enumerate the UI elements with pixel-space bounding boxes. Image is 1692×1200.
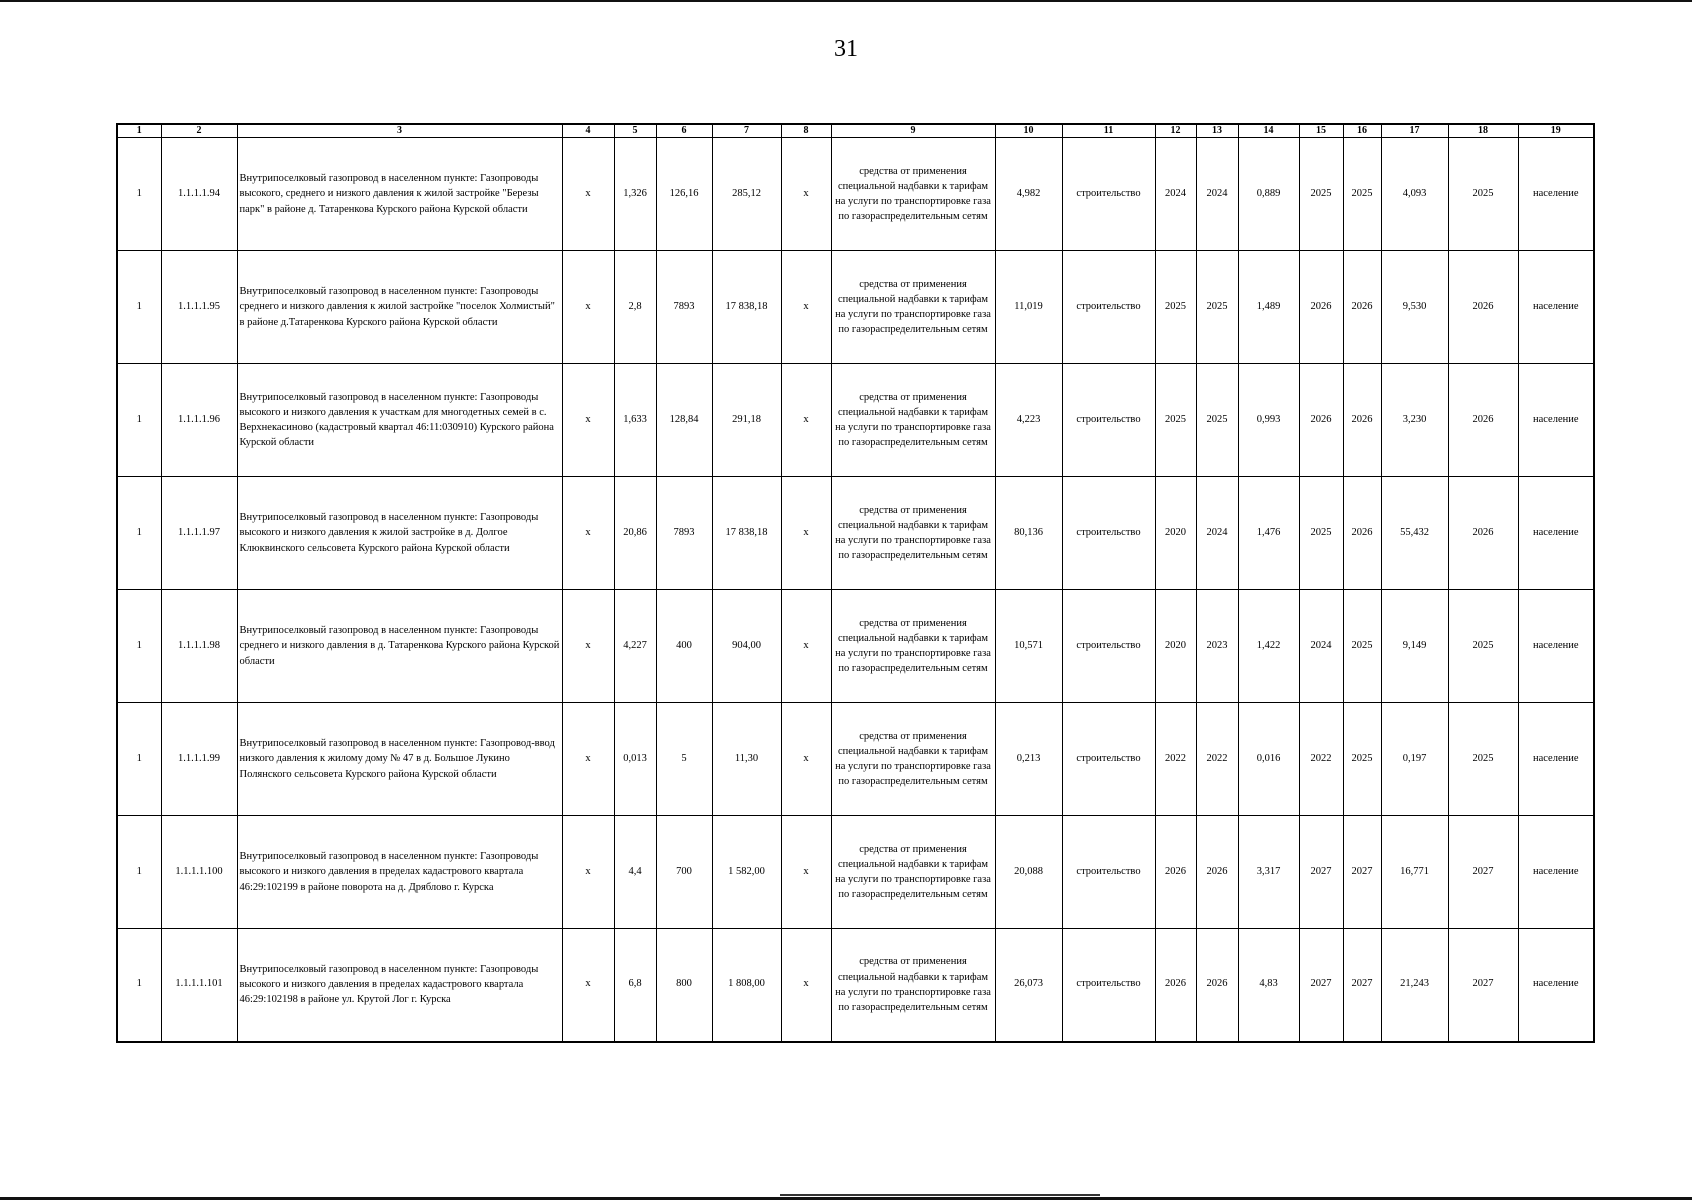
investment-table [116,123,1595,1043]
col-18-cell: 2025 [1448,703,1518,816]
cell-col-4: х [562,816,614,929]
col-16-cell: 2026 [1343,251,1381,364]
table-body [117,138,1594,1042]
start-year-cell: 2020 [1155,590,1196,703]
section-cell: 1 [117,590,161,703]
cell-col-4: х [562,138,614,251]
col-15-cell: 2024 [1299,590,1343,703]
work-type-cell: строительство [1062,364,1155,477]
consumer-group-cell: население [1518,590,1594,703]
header-cell: 17 [1381,124,1448,138]
end-year-cell: 2024 [1196,138,1238,251]
header-cell: 1 [117,124,161,138]
end-year-cell: 2026 [1196,929,1238,1042]
work-type-cell: строительство [1062,929,1155,1042]
cost-cell: 80,136 [995,477,1062,590]
col-7-cell: 11,30 [712,703,781,816]
work-type-cell: строительство [1062,590,1155,703]
col-15-cell: 2026 [1299,251,1343,364]
cost-cell: 10,571 [995,590,1062,703]
header-cell: 14 [1238,124,1299,138]
col-15-cell: 2025 [1299,477,1343,590]
length-cell: 2,8 [614,251,656,364]
object-description-cell: Внутрипоселковый газопровод в населенном пункте: Газопроводы высокого и низкого давления в пределах кадастрового квартала 46:29:102198 в районе ул. Крутой Лог г. Курска [237,929,562,1042]
col-6-cell: 800 [656,929,712,1042]
col-7-cell: 17 838,18 [712,251,781,364]
cell-col-8: х [781,364,831,477]
col-17-cell: 0,197 [1381,703,1448,816]
header-cell: 8 [781,124,831,138]
col-7-cell: 291,18 [712,364,781,477]
funding-source-cell: средства от применения специальной надбавки к тарифам на услуги по транспортировке газа по газораспределительным сетям [831,590,995,703]
col-17-cell: 9,530 [1381,251,1448,364]
consumer-group-cell: население [1518,477,1594,590]
col-14-cell: 3,317 [1238,816,1299,929]
start-year-cell: 2022 [1155,703,1196,816]
header-cell: 6 [656,124,712,138]
section-cell: 1 [117,364,161,477]
col-6-cell: 5 [656,703,712,816]
cell-col-4: х [562,703,614,816]
table-row [117,816,1594,929]
cell-col-8: х [781,703,831,816]
col-14-cell: 4,83 [1238,929,1299,1042]
col-14-cell: 1,476 [1238,477,1299,590]
col-17-cell: 16,771 [1381,816,1448,929]
item-code-cell: 1.1.1.1.99 [161,703,237,816]
funding-source-cell: средства от применения специальной надбавки к тарифам на услуги по транспортировке газа по газораспределительным сетям [831,929,995,1042]
header-cell: 19 [1518,124,1594,138]
length-cell: 6,8 [614,929,656,1042]
start-year-cell: 2020 [1155,477,1196,590]
work-type-cell: строительство [1062,251,1155,364]
item-code-cell: 1.1.1.1.95 [161,251,237,364]
cost-cell: 0,213 [995,703,1062,816]
col-14-cell: 0,016 [1238,703,1299,816]
item-code-cell: 1.1.1.1.100 [161,816,237,929]
col-14-cell: 0,993 [1238,364,1299,477]
consumer-group-cell: население [1518,929,1594,1042]
consumer-group-cell: население [1518,816,1594,929]
work-type-cell: строительство [1062,816,1155,929]
length-cell: 1,633 [614,364,656,477]
page-number: 31 [834,36,858,62]
length-cell: 1,326 [614,138,656,251]
col-16-cell: 2027 [1343,816,1381,929]
end-year-cell: 2025 [1196,364,1238,477]
cell-col-8: х [781,251,831,364]
cell-col-4: х [562,364,614,477]
consumer-group-cell: население [1518,138,1594,251]
col-7-cell: 904,00 [712,590,781,703]
scan-edge-top [0,0,1692,2]
header-cell: 5 [614,124,656,138]
cell-col-4: х [562,929,614,1042]
header-cell: 11 [1062,124,1155,138]
col-7-cell: 17 838,18 [712,477,781,590]
length-cell: 0,013 [614,703,656,816]
col-18-cell: 2026 [1448,364,1518,477]
column-number-row [117,124,1594,138]
col-14-cell: 1,422 [1238,590,1299,703]
section-cell: 1 [117,703,161,816]
col-16-cell: 2026 [1343,364,1381,477]
col-18-cell: 2026 [1448,477,1518,590]
col-17-cell: 55,432 [1381,477,1448,590]
end-year-cell: 2025 [1196,251,1238,364]
col-6-cell: 128,84 [656,364,712,477]
col-18-cell: 2027 [1448,929,1518,1042]
col-15-cell: 2027 [1299,929,1343,1042]
col-17-cell: 21,243 [1381,929,1448,1042]
start-year-cell: 2025 [1155,251,1196,364]
funding-source-cell: средства от применения специальной надбавки к тарифам на услуги по транспортировке газа по газораспределительным сетям [831,816,995,929]
end-year-cell: 2026 [1196,816,1238,929]
consumer-group-cell: население [1518,703,1594,816]
start-year-cell: 2024 [1155,138,1196,251]
object-description-cell: Внутрипоселковый газопровод в населенном пункте: Газопроводы среднего и низкого давления в д. Татаренкова Курского района Курской области [237,590,562,703]
work-type-cell: строительство [1062,703,1155,816]
item-code-cell: 1.1.1.1.101 [161,929,237,1042]
col-14-cell: 0,889 [1238,138,1299,251]
header-cell: 7 [712,124,781,138]
object-description-cell: Внутрипоселковый газопровод в населенном пункте: Газопроводы высокого и низкого давления к жилой застройке в д. Долгое Клюквинского сельсовета Курского района Курской области [237,477,562,590]
header-cell: 13 [1196,124,1238,138]
col-15-cell: 2026 [1299,364,1343,477]
section-cell: 1 [117,816,161,929]
header-cell: 18 [1448,124,1518,138]
table-row [117,138,1594,251]
col-6-cell: 126,16 [656,138,712,251]
cost-cell: 20,088 [995,816,1062,929]
cell-col-8: х [781,138,831,251]
cost-cell: 4,982 [995,138,1062,251]
start-year-cell: 2026 [1155,929,1196,1042]
header-cell: 12 [1155,124,1196,138]
col-18-cell: 2027 [1448,816,1518,929]
table-row [117,477,1594,590]
col-15-cell: 2025 [1299,138,1343,251]
object-description-cell: Внутрипоселковый газопровод в населенном пункте: Газопроводы высокого, среднего и низкого давления к жилой застройке "Березы парк" в районе д. Татаренкова Курского района Курской области [237,138,562,251]
col-14-cell: 1,489 [1238,251,1299,364]
col-18-cell: 2026 [1448,251,1518,364]
end-year-cell: 2024 [1196,477,1238,590]
col-17-cell: 4,093 [1381,138,1448,251]
col-7-cell: 285,12 [712,138,781,251]
col-15-cell: 2022 [1299,703,1343,816]
col-6-cell: 400 [656,590,712,703]
cell-col-4: х [562,590,614,703]
col-7-cell: 1 582,00 [712,816,781,929]
col-6-cell: 700 [656,816,712,929]
work-type-cell: строительство [1062,138,1155,251]
header-cell: 16 [1343,124,1381,138]
consumer-group-cell: население [1518,251,1594,364]
col-16-cell: 2025 [1343,138,1381,251]
table-row [117,703,1594,816]
table-row [117,364,1594,477]
col-7-cell: 1 808,00 [712,929,781,1042]
col-18-cell: 2025 [1448,590,1518,703]
scan-mark-bottom [780,1194,1100,1196]
col-17-cell: 9,149 [1381,590,1448,703]
col-16-cell: 2025 [1343,590,1381,703]
cell-col-8: х [781,816,831,929]
header-cell: 15 [1299,124,1343,138]
section-cell: 1 [117,138,161,251]
col-16-cell: 2025 [1343,703,1381,816]
col-15-cell: 2027 [1299,816,1343,929]
end-year-cell: 2023 [1196,590,1238,703]
col-17-cell: 3,230 [1381,364,1448,477]
col-16-cell: 2027 [1343,929,1381,1042]
col-6-cell: 7893 [656,477,712,590]
object-description-cell: Внутрипоселковый газопровод в населенном пункте: Газопровод-ввод низкого давления к жилому дому № 47 в д. Большое Лукино Полянского сельсовета Курского района Курской области [237,703,562,816]
section-cell: 1 [117,477,161,590]
cell-col-8: х [781,590,831,703]
header-cell: 10 [995,124,1062,138]
end-year-cell: 2022 [1196,703,1238,816]
length-cell: 20,86 [614,477,656,590]
item-code-cell: 1.1.1.1.96 [161,364,237,477]
funding-source-cell: средства от применения специальной надбавки к тарифам на услуги по транспортировке газа по газораспределительным сетям [831,364,995,477]
header-cell: 4 [562,124,614,138]
cost-cell: 26,073 [995,929,1062,1042]
col-16-cell: 2026 [1343,477,1381,590]
table-row [117,251,1594,364]
cost-cell: 4,223 [995,364,1062,477]
consumer-group-cell: население [1518,364,1594,477]
item-code-cell: 1.1.1.1.94 [161,138,237,251]
object-description-cell: Внутрипоселковый газопровод в населенном пункте: Газопроводы высокого и низкого давления к участкам для многодетных семей в с. Верхнекасиново (кадастровый квартал 46:11:030910) Курского района Курской области [237,364,562,477]
cell-col-4: х [562,477,614,590]
section-cell: 1 [117,251,161,364]
item-code-cell: 1.1.1.1.97 [161,477,237,590]
section-cell: 1 [117,929,161,1042]
funding-source-cell: средства от применения специальной надбавки к тарифам на услуги по транспортировке газа по газораспределительным сетям [831,138,995,251]
header-cell: 9 [831,124,995,138]
funding-source-cell: средства от применения специальной надбавки к тарифам на услуги по транспортировке газа по газораспределительным сетям [831,251,995,364]
item-code-cell: 1.1.1.1.98 [161,590,237,703]
object-description-cell: Внутрипоселковый газопровод в населенном пункте: Газопроводы высокого и низкого давления в пределах кадастрового квартала 46:29:102199 в районе поворота на д. Дряблово г. Курска [237,816,562,929]
header-cell: 2 [161,124,237,138]
start-year-cell: 2026 [1155,816,1196,929]
cell-col-8: х [781,477,831,590]
cell-col-4: х [562,251,614,364]
col-6-cell: 7893 [656,251,712,364]
length-cell: 4,4 [614,816,656,929]
work-type-cell: строительство [1062,477,1155,590]
cell-col-8: х [781,929,831,1042]
length-cell: 4,227 [614,590,656,703]
funding-source-cell: средства от применения специальной надбавки к тарифам на услуги по транспортировке газа по газораспределительным сетям [831,477,995,590]
start-year-cell: 2025 [1155,364,1196,477]
header-cell: 3 [237,124,562,138]
col-18-cell: 2025 [1448,138,1518,251]
object-description-cell: Внутрипоселковый газопровод в населенном пункте: Газопроводы среднего и низкого давления к жилой застройке "поселок Холмистый" в районе д.Татаренкова Курского района Курской области [237,251,562,364]
funding-source-cell: средства от применения специальной надбавки к тарифам на услуги по транспортировке газа по газораспределительным сетям [831,703,995,816]
table-row [117,590,1594,703]
table-row [117,929,1594,1042]
cost-cell: 11,019 [995,251,1062,364]
